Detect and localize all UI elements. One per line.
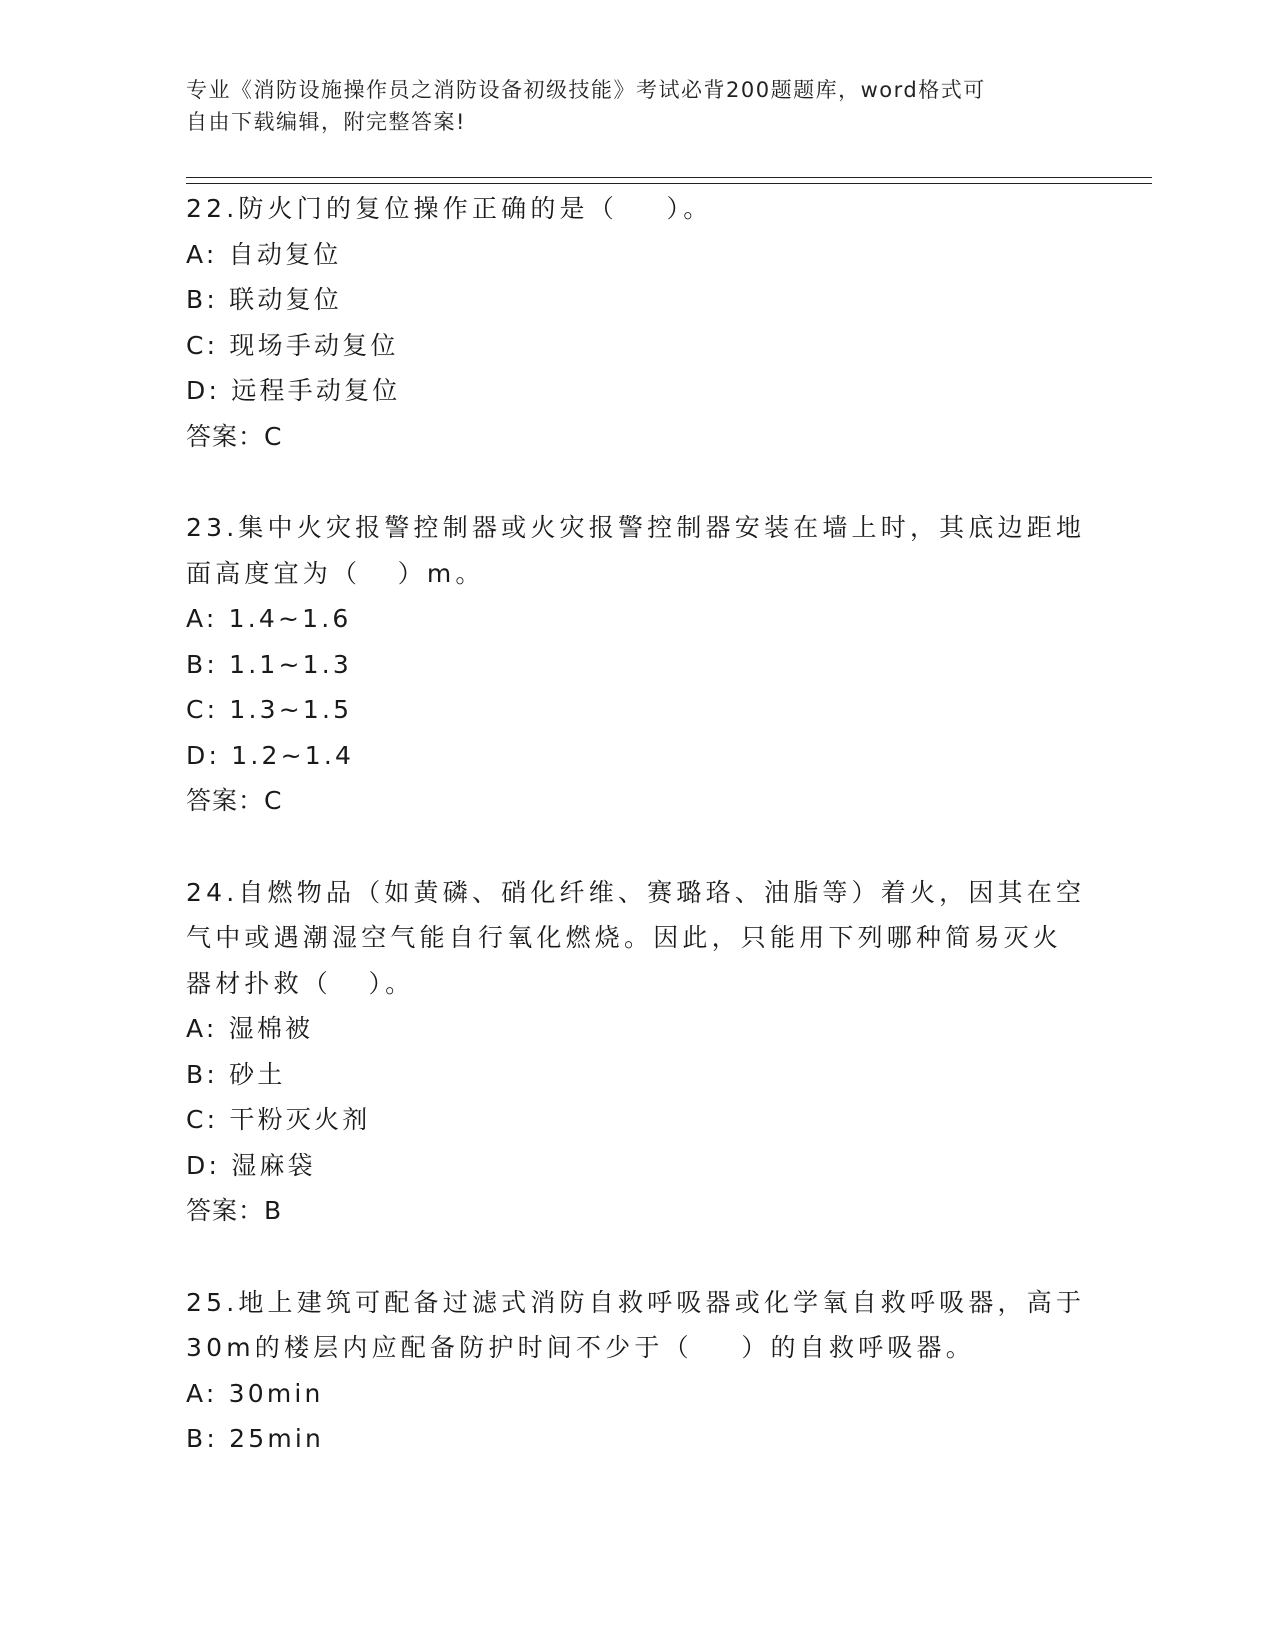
option-a: A: 30min xyxy=(186,1378,324,1408)
option-c: C: 1.3~1.5 xyxy=(186,695,353,724)
option-d: D: 湿麻袋 xyxy=(186,1150,316,1180)
question-22 xyxy=(186,186,1086,459)
header-line-2: 自由下载编辑，附完整答案! xyxy=(186,110,466,134)
question-list xyxy=(186,186,1086,1508)
stem-line: 30m的楼层内应配备防护时间不少于（ ）的自救呼吸器。 xyxy=(186,1333,975,1362)
header-line-1: 专业《消防设施操作员之消防设备初级技能》考试必背200题题库，word格式可 xyxy=(186,78,986,102)
header-divider-bottom xyxy=(186,183,1152,184)
question-stem xyxy=(186,186,1086,232)
question-stem xyxy=(186,505,1086,596)
answer-line: 答案：C xyxy=(186,421,283,451)
stem-line: 22.防火门的复位操作正确的是（ ）。 xyxy=(186,194,713,223)
stem-line: 25.地上建筑可配备过滤式消防自救呼吸器或化学氧自救呼吸器，高于 xyxy=(186,1287,1086,1317)
question-25 xyxy=(186,1280,1086,1462)
option-a: A: 湿棉被 xyxy=(186,1014,314,1043)
option-b: B: 25min xyxy=(186,1424,325,1453)
stem-line: 气中或遇潮湿空气能自行氧化燃烧。因此，只能用下列哪种简易灭火 xyxy=(186,923,1063,952)
question-stem xyxy=(186,1280,1086,1371)
header-divider-top xyxy=(186,177,1152,178)
answer-line: 答案：B xyxy=(186,1196,283,1225)
option-b: B: 1.1~1.3 xyxy=(186,649,352,679)
option-a: A: 1.4~1.6 xyxy=(186,604,352,633)
document-header xyxy=(186,74,1086,138)
option-d: D: 1.2~1.4 xyxy=(186,740,355,770)
option-b: B: 砂土 xyxy=(186,1059,286,1089)
stem-line: 面高度宜为（ ）m。 xyxy=(186,558,485,588)
stem-line: 23.集中火灾报警控制器或火灾报警控制器安装在墙上时，其底边距地 xyxy=(186,513,1086,542)
stem-line: 器材扑救（ ）。 xyxy=(186,968,415,998)
question-24 xyxy=(186,870,1086,1234)
option-c: C: 现场手动复位 xyxy=(186,330,399,360)
option-c: C: 干粉灭火剂 xyxy=(186,1105,371,1134)
option-a: A: 自动复位 xyxy=(186,239,342,269)
question-stem xyxy=(186,870,1086,1007)
option-d: D: 远程手动复位 xyxy=(186,376,401,405)
answer-line: 答案：C xyxy=(186,786,283,815)
stem-line: 24.自燃物品（如黄磷、硝化纤维、赛璐珞、油脂等）着火，因其在空 xyxy=(186,877,1086,907)
option-b: B: 联动复位 xyxy=(186,285,342,314)
question-23 xyxy=(186,505,1086,824)
